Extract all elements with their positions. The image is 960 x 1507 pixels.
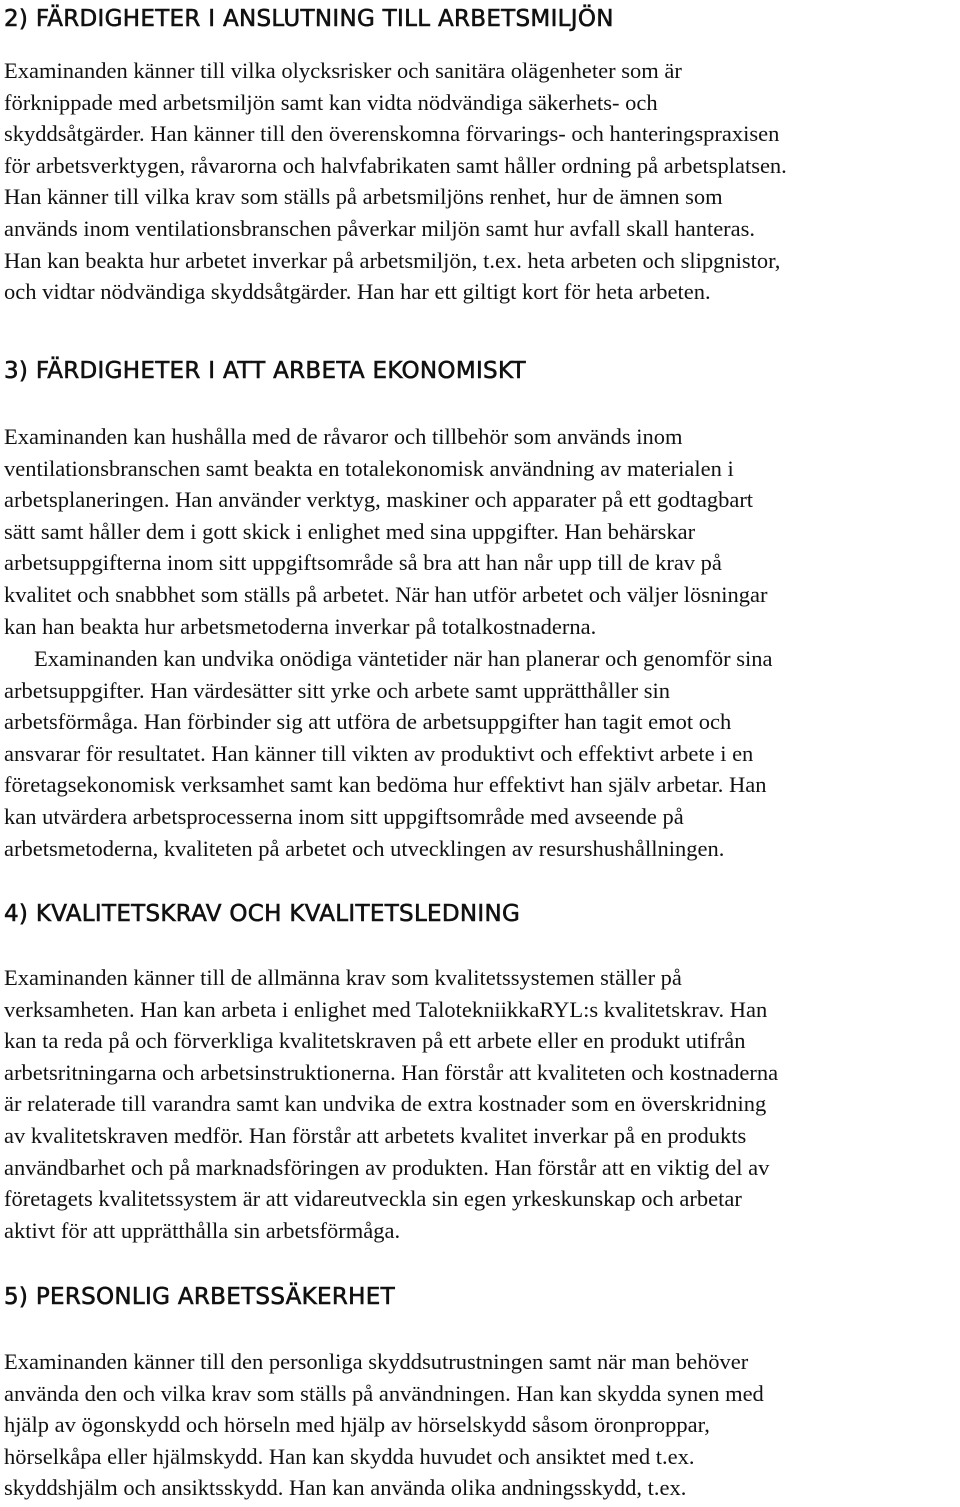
text-line: för arbetsverktygen, råvarorna och halvfabrikaten samt håller ordning på arbetsplatsen. (4, 152, 787, 178)
paragraph-kvalitet (4, 962, 949, 1246)
text-line: Examinanden känner till vilka olycksrisker och sanitära olägenheter som är (4, 58, 682, 83)
text-line: användbarhet och på marknadsföringen av produkten. Han förstår att en viktig del av (4, 1154, 770, 1180)
section-heading-arbetsmiljo: 2) FÄRDIGHETER I ANSLUTNING TILL ARBETSMILJÖN (4, 6, 614, 32)
text-line: används inom ventilationsbranschen påverkar miljön samt hur avfall skall hanteras. (4, 215, 756, 241)
text-line: förknippade med arbetsmiljön samt kan vidta nödvändiga säkerhets- och (4, 89, 658, 115)
paragraph-ekonomiskt-2 (4, 643, 949, 864)
text-line: kan ta reda på och förverkliga kvalitetskraven på ett arbete eller en produkt utifrån (4, 1028, 746, 1054)
text-line: Examinanden känner till de allmänna krav som kvalitetssystemen ställer på (4, 965, 682, 990)
text-line: arbetsuppgifter. Han värdesätter sitt yrke och arbete samt upprätthåller sin (4, 677, 671, 703)
text-line: ansvarar för resultatet. Han känner till vikten av produktivt och effektivt arbete i en (4, 740, 754, 766)
text-line: är relaterade till varandra samt kan undvika de extra kostnader som en överskridning (4, 1091, 767, 1117)
text-line: arbetsförmåga. Han förbinder sig att utföra de arbetsuppgifter han tagit emot och (4, 709, 732, 735)
text-line: hörselkåpa eller hjälmskydd. Han kan skydda huvudet och ansiktet med t.ex. (4, 1443, 695, 1469)
text-line: arbetsritningarna och arbetsinstruktionerna. Han förstår att kvaliteten och kostnaderna (4, 1059, 779, 1085)
text-line: Examinanden känner till den personliga skyddsutrustningen samt när man behöver (4, 1349, 749, 1374)
paragraph-ekonomiskt-1 (4, 421, 949, 642)
text-line: Examinanden kan hushålla med de råvaror och tillbehör som används inom (4, 424, 683, 449)
section-heading-arbetssakerhet: 5) PERSONLIG ARBETSSÄKERHET (4, 1284, 395, 1310)
text-line: arbetsmetoderna, kvaliteten på arbetet och utvecklingen av resurshushållningen. (4, 835, 725, 861)
text-line: aktivt för att upprätthålla sin arbetsförmåga. (4, 1217, 401, 1243)
text-line: ventilationsbranschen samt beakta en totalekonomisk användning av materialen i (4, 455, 734, 481)
text-line: skyddshjälm och ansiktsskydd. Han kan använda olika andningsskydd, t.ex. (4, 1475, 687, 1501)
text-line: arbetsplaneringen. Han använder verktyg, maskiner och apparater på ett godtagbart (4, 487, 754, 513)
paragraph-arbetsmiljo (4, 55, 949, 308)
text-line: Han kan beakta hur arbetet inverkar på arbetsmiljön, t.ex. heta arbeten och slipgnistor, (4, 247, 781, 273)
text-line: Han känner till vilka krav som ställs på arbetsmiljöns renhet, hur de ämnen som (4, 184, 723, 210)
text-line: arbetsuppgifterna inom sitt uppgiftsområde så bra att han når upp till de krav på (4, 550, 722, 576)
text-line: sätt samt håller dem i gott skick i enlighet med sina uppgifter. Han behärskar (4, 518, 696, 544)
section-heading-kvalitet: 4) KVALITETSKRAV OCH KVALITETSLEDNING (4, 901, 521, 927)
text-line: av kvalitetskraven medför. Han förstår att arbetets kvalitet inverkar på en produkts (4, 1122, 747, 1148)
text-line: företagets kvalitetssystem är att vidareutveckla sin egen yrkeskunskap och arbetar (4, 1186, 742, 1212)
paragraph-arbetssakerhet (4, 1346, 949, 1504)
text-line: och vidtar nödvändiga skyddsåtgärder. Han har ett giltigt kort för heta arbeten. (4, 279, 711, 305)
text-line: verksamheten. Han kan arbeta i enlighet med TalotekniikkaRYL:s kvalitetskrav. Han (4, 996, 768, 1022)
text-line: kan han beakta hur arbetsmetoderna inverkar på totalkostnaderna. (4, 613, 597, 639)
text-line: Examinanden kan undvika onödiga väntetider när han planerar och genomför sina (34, 646, 773, 671)
text-line: skyddsåtgärder. Han känner till den överenskomna förvarings- och hanteringspraxisen (4, 121, 780, 147)
section-heading-ekonomiskt: 3) FÄRDIGHETER I ATT ARBETA EKONOMISKT (4, 358, 526, 384)
text-line: använda den och vilka krav som ställs på användningen. Han kan skydda synen med (4, 1380, 764, 1406)
text-line: företagsekonomisk verksamhet samt kan bedöma hur effektivt han själv arbetar. Han (4, 772, 767, 798)
text-line: kvalitet och snabbhet som ställs på arbetet. När han utför arbetet och väljer lösningar (4, 581, 768, 607)
text-line: kan utvärdera arbetsprocesserna inom sitt uppgiftsområde med avseende på (4, 803, 684, 829)
text-line: hjälp av ögonskydd och hörseln med hjälp av hörselskydd såsom öronproppar, (4, 1412, 710, 1438)
